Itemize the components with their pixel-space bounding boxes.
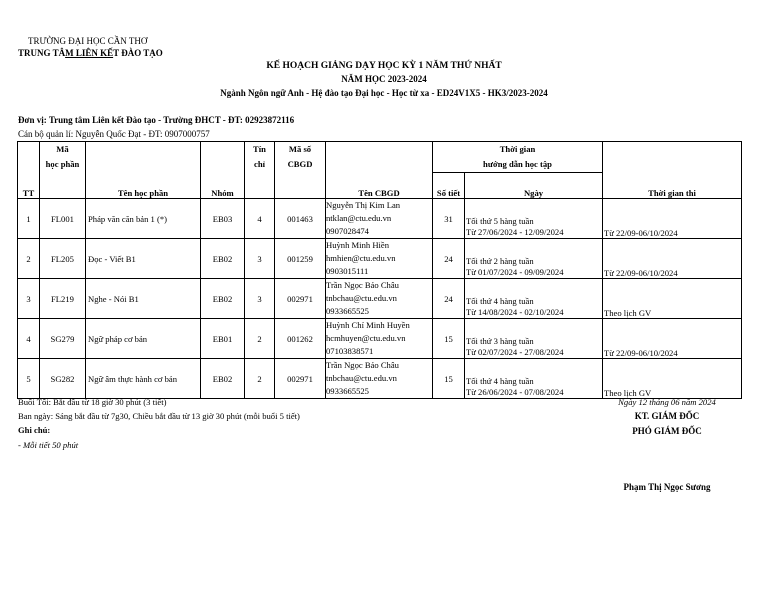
col-tin-chi-line2: chỉ [254, 159, 265, 169]
cbgd-name: Huỳnh Minh Hiền [326, 240, 390, 250]
program-info: Ngành Ngôn ngữ Anh - Hệ đào tạo Đại học - Học từ xa - ED24V1X5 - HK3/2023-2024 [220, 88, 548, 98]
cell-so-tiet: 15 [433, 319, 465, 359]
ngay-line2: Từ 14/08/2024 - 02/10/2024 [466, 307, 564, 317]
col-ma-cbgd-line1: Mã số [288, 144, 312, 154]
col-tin-chi [245, 142, 275, 199]
ngay-line1: Tối thứ 4 hàng tuần [466, 376, 534, 386]
col-ten-cbgd: Tên CBGD [326, 142, 433, 199]
cell-ma-cbgd: 002971 [275, 279, 326, 319]
ngay-line1: Tối thứ 5 hàng tuần [466, 216, 534, 226]
cell-ngay [465, 359, 603, 399]
cbgd-email: hmhien@ctu.edu.vn [326, 253, 396, 263]
center-name-text: TRUNG TÂM LIÊN KẾT ĐÀO TẠO [18, 48, 163, 58]
note-evening: Buổi Tối: Bắt đầu từ 18 giờ 30 phút (3 tiết) [18, 397, 167, 407]
cell-tt: 4 [18, 319, 40, 359]
cell-ten-hp: Ngữ pháp cơ bản [86, 319, 201, 359]
cell-tt: 5 [18, 359, 40, 399]
doc-title: KẾ HOẠCH GIẢNG DẠY HỌC KỲ 1 NĂM THỨ NHẤT [266, 61, 502, 71]
ngay-line1: Tối thứ 4 hàng tuần [466, 296, 534, 306]
cell-tin-chi: 2 [245, 319, 275, 359]
cell-thoi-gian-thi: Từ 22/09-06/10/2024 [603, 319, 742, 359]
col-thoi-gian-line2: hướng dẫn học tập [483, 159, 552, 169]
col-ma-cbgd-line2: CBGD [287, 159, 313, 169]
ngay-line2: Từ 26/06/2024 - 07/08/2024 [466, 387, 564, 397]
col-ma-hp-line2: học phần [45, 159, 80, 169]
cbgd-email: hcmhuyen@ctu.edu.vn [326, 333, 406, 343]
signer-name: Phạm Thị Ngọc Sương [623, 482, 711, 492]
note-label: Ghi chú: [18, 425, 51, 435]
cell-ten-cbgd [326, 319, 433, 359]
col-thoi-gian-line1: Thời gian [499, 144, 536, 154]
ngay-line1: Tối thứ 3 hàng tuần [466, 336, 534, 346]
cbgd-phone: 07103838571 [326, 346, 374, 356]
cell-tt: 3 [18, 279, 40, 319]
header-row-1 [18, 142, 742, 173]
cell-so-tiet: 24 [433, 239, 465, 279]
col-ma-hp-line1: Mã [56, 144, 69, 154]
sign-role1: KT. GIÁM ĐỐC [634, 411, 700, 421]
schedule-table [17, 141, 742, 399]
cell-nhom: EB02 [201, 359, 245, 399]
university-name: TRƯỜNG ĐẠI HỌC CẦN THƠ [28, 36, 148, 46]
cell-ten-cbgd [326, 359, 433, 399]
cell-tin-chi: 2 [245, 359, 275, 399]
col-ma-cbgd [275, 142, 326, 199]
cell-ma-hp: FL219 [40, 279, 86, 319]
cell-so-tiet: 31 [433, 199, 465, 239]
col-thoi-gian-thi: Thời gian thi [603, 142, 742, 199]
cell-ma-cbgd: 002971 [275, 359, 326, 399]
note-day: Ban ngày: Sáng bắt đầu từ 7g30, Chiều bắt đầu từ 13 giờ 30 phút (mỗi buổi 5 tiết) [18, 411, 300, 421]
ngay-line2: Từ 27/06/2024 - 12/09/2024 [466, 227, 564, 237]
cell-ma-cbgd: 001259 [275, 239, 326, 279]
table-row [18, 319, 742, 359]
unit-info: Đơn vị: Trung tâm Liên kết Đào tạo - Trường ĐHCT - ĐT: 02923872116 [18, 115, 295, 125]
cell-nhom: EB01 [201, 319, 245, 359]
cell-ma-hp: SG282 [40, 359, 86, 399]
cell-tt: 1 [18, 199, 40, 239]
ngay-line2: Từ 02/07/2024 - 27/08/2024 [466, 347, 564, 357]
cell-ngay [465, 199, 603, 239]
cell-ngay [465, 279, 603, 319]
cell-tin-chi: 3 [245, 279, 275, 319]
cell-ma-cbgd: 001463 [275, 199, 326, 239]
cbgd-email: ntklan@ctu.edu.vn [326, 213, 392, 223]
ngay-line2: Từ 01/07/2024 - 09/09/2024 [466, 267, 564, 277]
cell-ten-hp: Đọc - Viết B1 [86, 239, 201, 279]
cell-ten-cbgd [326, 279, 433, 319]
table-row [18, 239, 742, 279]
col-tt: TT [18, 142, 40, 199]
cell-nhom: EB03 [201, 199, 245, 239]
table-row [18, 199, 742, 239]
cbgd-name: Trần Ngọc Bảo Châu [326, 360, 399, 370]
cell-tin-chi: 3 [245, 239, 275, 279]
cell-ten-hp: Pháp văn căn bản 1 (*) [86, 199, 201, 239]
cbgd-email: tnbchau@ctu.edu.vn [326, 293, 397, 303]
cell-nhom: EB02 [201, 279, 245, 319]
cell-ma-cbgd: 001262 [275, 319, 326, 359]
cell-ngay [465, 319, 603, 359]
ngay-line1: Tối thứ 2 hàng tuần [466, 256, 534, 266]
sign-role2: PHÓ GIÁM ĐỐC [632, 426, 702, 436]
sign-date: Ngày 12 tháng 06 năm 2024 [618, 397, 716, 407]
cbgd-email: tnbchau@ctu.edu.vn [326, 373, 397, 383]
col-thoi-gian [433, 142, 603, 173]
col-so-tiet: Số tiết [433, 173, 465, 199]
cbgd-name: Trần Ngọc Bảo Châu [326, 280, 399, 290]
cell-thoi-gian-thi: Từ 22/09-06/10/2024 [603, 199, 742, 239]
cbgd-phone: 0903015111 [326, 266, 369, 276]
cell-nhom: EB02 [201, 239, 245, 279]
note-item: - Mỗi tiết 50 phút [18, 440, 79, 450]
cell-ma-hp: SG279 [40, 319, 86, 359]
cell-thoi-gian-thi: Theo lịch GV [603, 359, 742, 399]
cell-ten-cbgd [326, 239, 433, 279]
cell-ten-hp: Ngữ âm thực hành cơ bản [86, 359, 201, 399]
cell-thoi-gian-thi: Theo lịch GV [603, 279, 742, 319]
manager-info: Cán bộ quản lí: Nguyễn Quốc Đạt - ĐT: 0907000757 [18, 129, 210, 139]
col-ngay: Ngày [465, 173, 603, 199]
col-ma-hp [40, 142, 86, 199]
col-ten-hp: Tên học phần [86, 142, 201, 199]
cbgd-phone: 0933665525 [326, 306, 369, 316]
table-row [18, 279, 742, 319]
cell-so-tiet: 24 [433, 279, 465, 319]
cell-ma-hp: FL205 [40, 239, 86, 279]
cell-so-tiet: 15 [433, 359, 465, 399]
center-name [18, 48, 163, 58]
cell-thoi-gian-thi: Từ 22/09-06/10/2024 [603, 239, 742, 279]
cell-ma-hp: FL001 [40, 199, 86, 239]
table-row [18, 359, 742, 399]
school-year: NĂM HỌC 2023-2024 [341, 74, 427, 84]
cell-ten-hp: Nghe - Nói B1 [86, 279, 201, 319]
cell-tt: 2 [18, 239, 40, 279]
cell-tin-chi: 4 [245, 199, 275, 239]
col-tin-chi-line1: Tín [253, 144, 266, 154]
cbgd-name: Huỳnh Chí Minh Huyền [326, 320, 410, 330]
cell-ngay [465, 239, 603, 279]
col-nhom: Nhóm [201, 142, 245, 199]
cbgd-phone: 0907028474 [326, 226, 369, 236]
cbgd-name: Nguyễn Thị Kim Lan [326, 200, 401, 210]
cbgd-phone: 0933665525 [326, 386, 369, 396]
table-body [18, 199, 742, 399]
cell-ten-cbgd [326, 199, 433, 239]
